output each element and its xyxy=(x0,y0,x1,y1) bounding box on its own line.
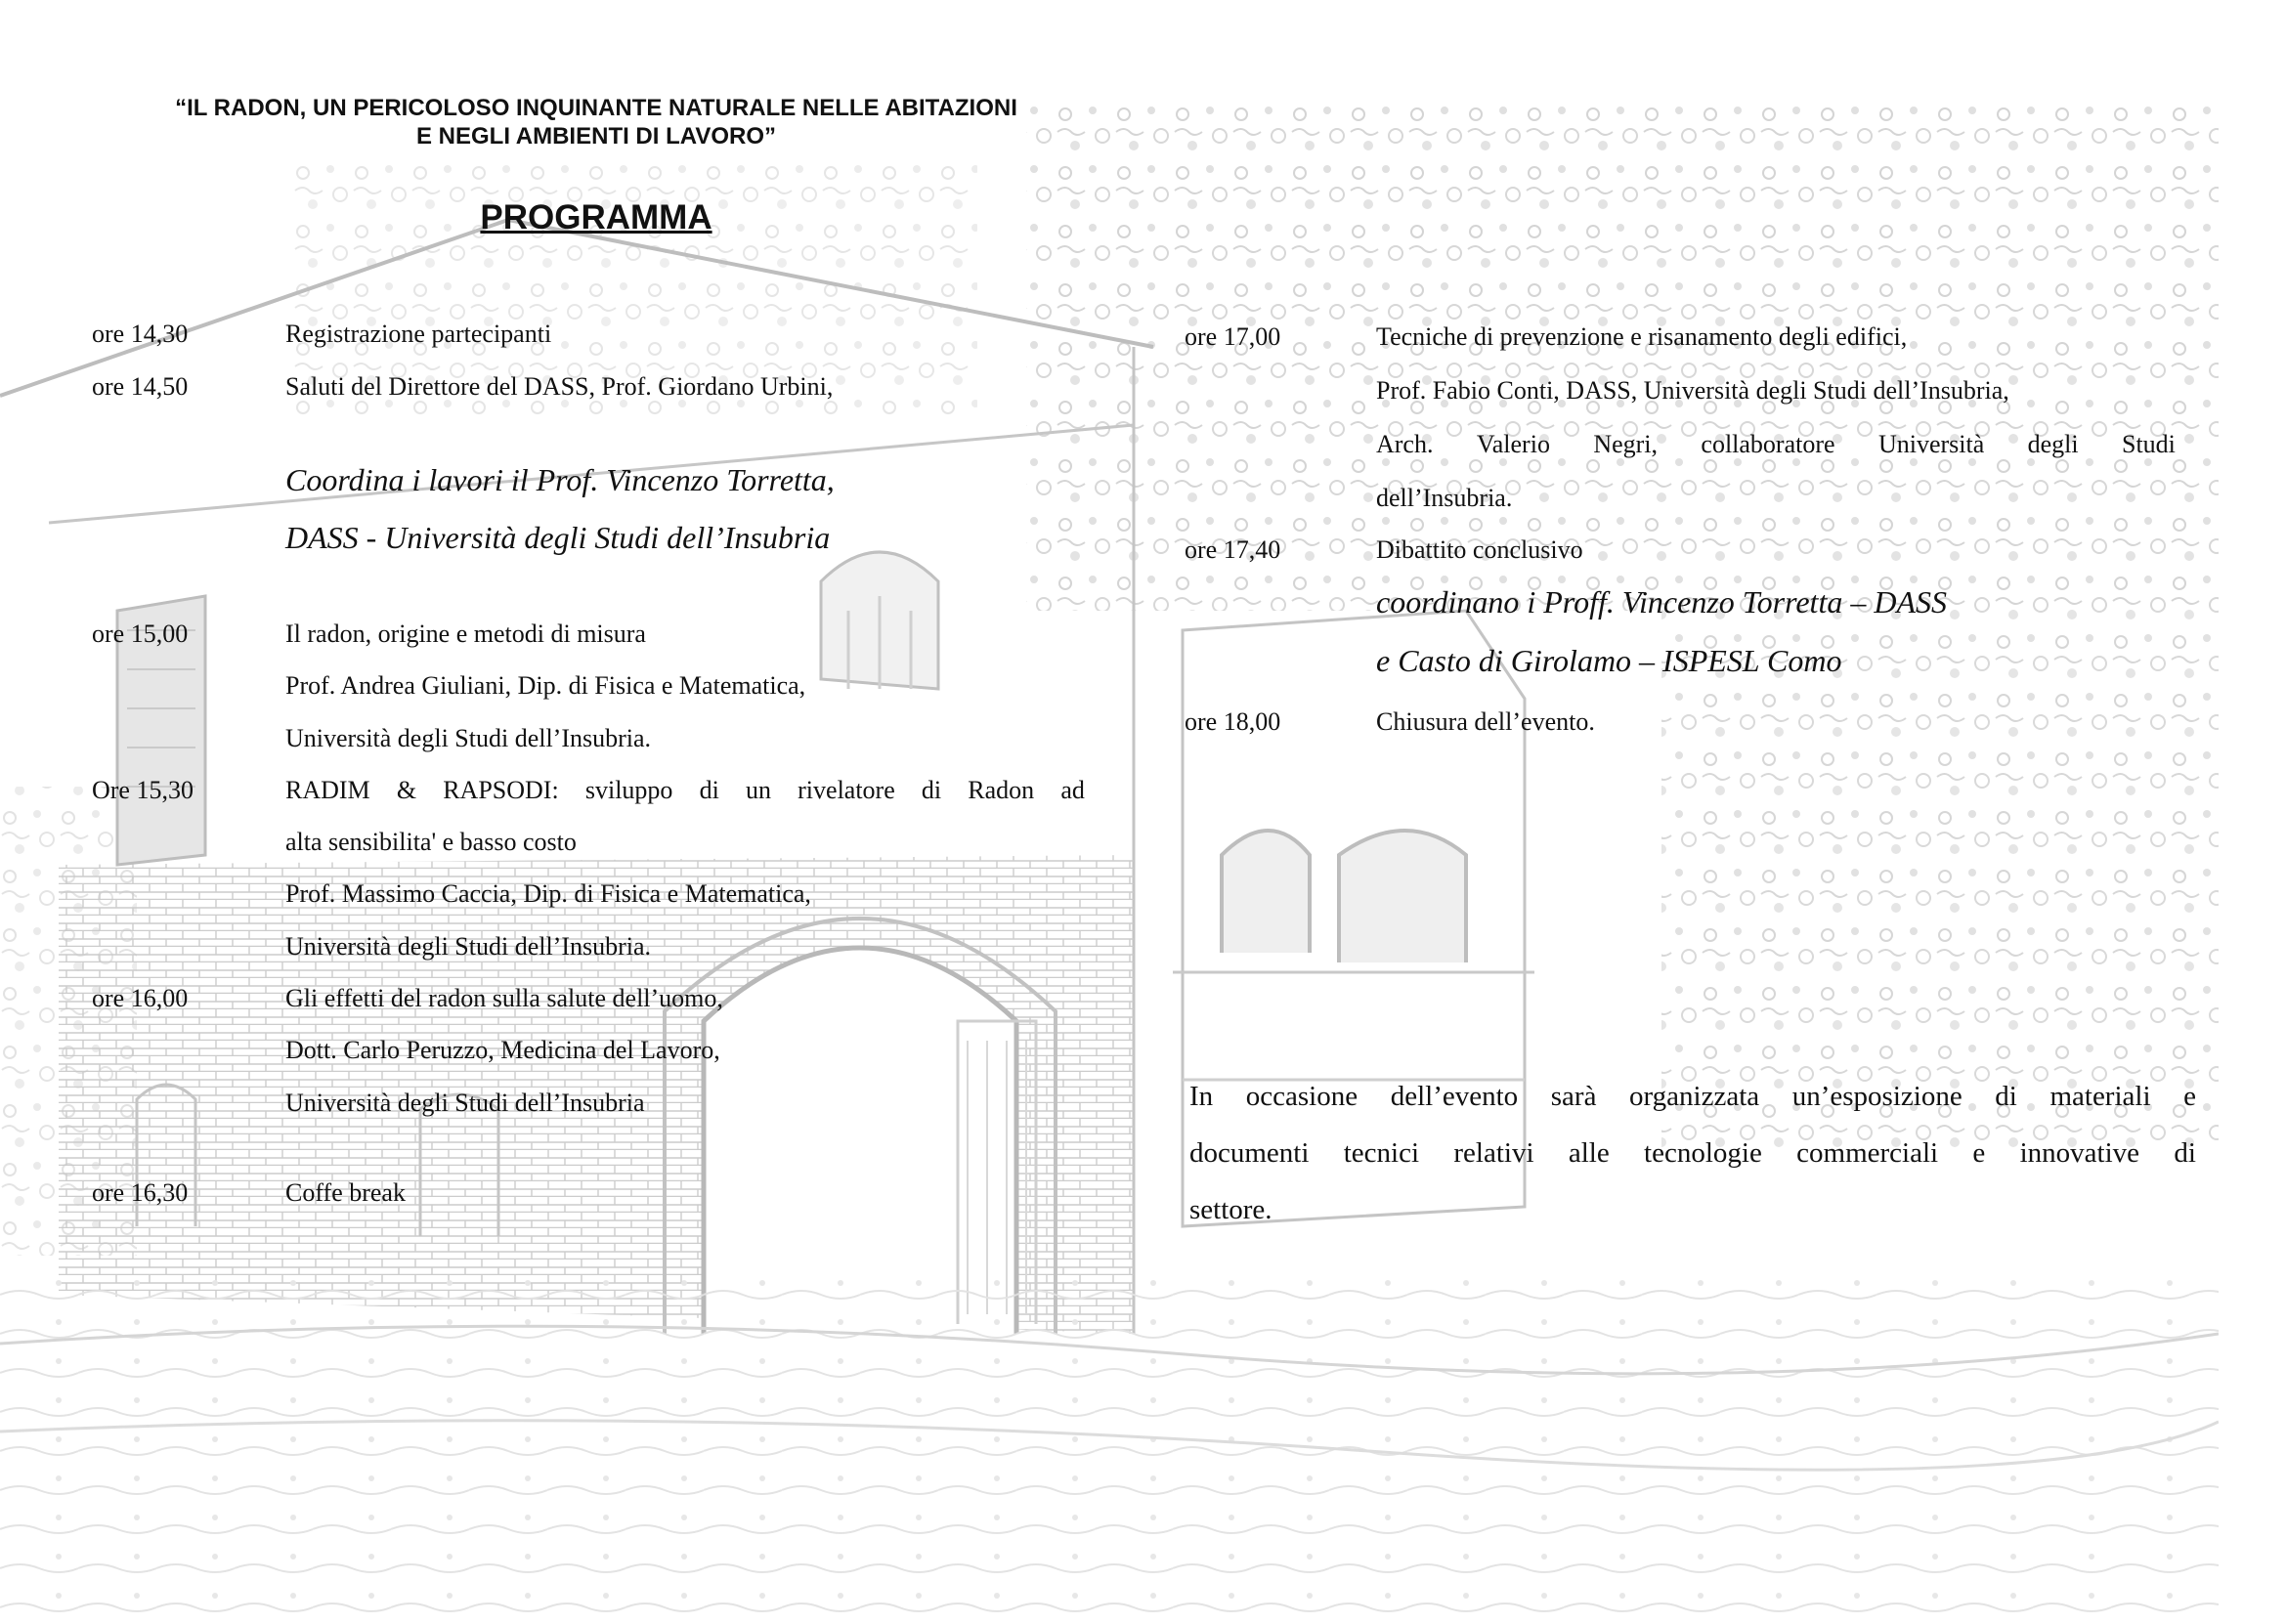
moderator-line-1: coordinano i Proff. Vincenzo Torretta – DASS xyxy=(1376,584,1947,620)
word: documenti xyxy=(1189,1137,1310,1169)
session-title: Tecniche di prevenzione e risanamento degli edifici, xyxy=(1376,322,1908,351)
session-title-cont: alta sensibilita' e basso costo xyxy=(285,828,577,856)
session-title: Registrazione partecipanti xyxy=(285,320,552,348)
word: & xyxy=(396,776,417,804)
session-title: Saluti del Direttore del DASS, Prof. Giordano Urbini, xyxy=(285,372,834,401)
word: organizzata xyxy=(1629,1081,1760,1112)
word: ad xyxy=(1060,776,1085,804)
word: Studi xyxy=(2122,430,2176,458)
moderator-line-2: e Casto di Girolamo – ISPESL Como xyxy=(1376,643,1842,678)
word: un xyxy=(745,776,771,804)
word: rivelatore xyxy=(798,776,895,804)
session-affiliation: Università degli Studi dell’Insubria. xyxy=(285,932,652,961)
session-speaker: Prof. Fabio Conti, DASS, Università degli Studi dell’Insubria, xyxy=(1376,376,2009,405)
word: Negri, xyxy=(1593,430,1659,458)
word: materiali xyxy=(2049,1081,2151,1112)
session-time: ore 14,50 xyxy=(92,372,189,401)
session-affiliation: Università degli Studi dell’Insubria. xyxy=(285,724,652,752)
word: occasione xyxy=(1245,1081,1359,1112)
session-title: Coffe break xyxy=(285,1178,406,1207)
session-time: ore 15,00 xyxy=(92,620,189,648)
word: sarà xyxy=(1550,1081,1597,1112)
word: degli xyxy=(2027,430,2079,458)
note-line-1 xyxy=(1189,1068,2196,1125)
session-time: Ore 15,30 xyxy=(92,776,194,804)
event-title-line-2: E NEGLI AMBIENTI DI LAVORO” xyxy=(415,123,776,150)
word: relativi xyxy=(1453,1137,1534,1169)
word: collaboratore xyxy=(1701,430,1835,458)
note-line-2 xyxy=(1189,1125,2196,1181)
note-line-3: settore. xyxy=(1189,1194,1272,1225)
session-title-justified xyxy=(285,776,1085,805)
word: alle xyxy=(1568,1137,1610,1169)
session-title: Gli effetti del radon sulla salute dell’uomo, xyxy=(285,984,723,1012)
session-title: Il radon, origine e metodi di misura xyxy=(285,620,646,648)
session-title: Chiusura dell’evento. xyxy=(1376,707,1595,736)
word: RAPSODI: xyxy=(443,776,559,804)
word: tecnici xyxy=(1343,1137,1420,1169)
session-speaker-justified xyxy=(1376,430,2176,459)
word: un’esposizione xyxy=(1791,1081,1963,1112)
session-time: ore 17,00 xyxy=(1185,322,1281,351)
session-time: ore 16,00 xyxy=(92,984,189,1012)
session-speaker: Prof. Massimo Caccia, Dip. di Fisica e Matematica, xyxy=(285,879,811,908)
word: sviluppo xyxy=(584,776,673,804)
exhibition-note xyxy=(1189,1068,2196,1238)
session-speaker: Dott. Carlo Peruzzo, Medicina del Lavoro, xyxy=(285,1036,720,1064)
session-time: ore 16,30 xyxy=(92,1178,189,1207)
word: innovative xyxy=(2019,1137,2140,1169)
word: RADIM xyxy=(285,776,370,804)
moderator-line-1: Coordina i lavori il Prof. Vincenzo Torretta, xyxy=(285,462,835,497)
word: dell’evento xyxy=(1390,1081,1519,1112)
session-time: ore 18,00 xyxy=(1185,707,1281,736)
word: commerciali xyxy=(1796,1137,1939,1169)
event-title xyxy=(88,94,1104,150)
word: tecnologie xyxy=(1644,1137,1762,1169)
word: di xyxy=(2174,1137,2196,1169)
word: e xyxy=(1972,1137,1986,1169)
word: e xyxy=(2183,1081,2196,1112)
word: Radon xyxy=(968,776,1035,804)
word: Arch. xyxy=(1376,430,1434,458)
program-heading: PROGRAMMA xyxy=(480,198,712,236)
word: di xyxy=(699,776,719,804)
session-speaker: Prof. Andrea Giuliani, Dip. di Fisica e Matematica, xyxy=(285,671,806,700)
session-affiliation: dell’Insubria. xyxy=(1376,484,1513,512)
session-title: Dibattito conclusivo xyxy=(1376,535,1583,564)
session-time: ore 14,30 xyxy=(92,320,189,348)
word: In xyxy=(1189,1081,1214,1112)
event-title-line-1: “IL RADON, UN PERICOLOSO INQUINANTE NATURALE NELLE ABITAZIONI xyxy=(175,95,1017,121)
word: di xyxy=(1995,1081,2017,1112)
moderator-line-2: DASS - Università degli Studi dell’Insubria xyxy=(285,520,831,555)
session-affiliation: Università degli Studi dell’Insubria xyxy=(285,1089,645,1117)
word: di xyxy=(921,776,942,804)
session-time: ore 17,40 xyxy=(1185,535,1281,564)
word: Università xyxy=(1877,430,1985,458)
word: Valerio xyxy=(1476,430,1550,458)
